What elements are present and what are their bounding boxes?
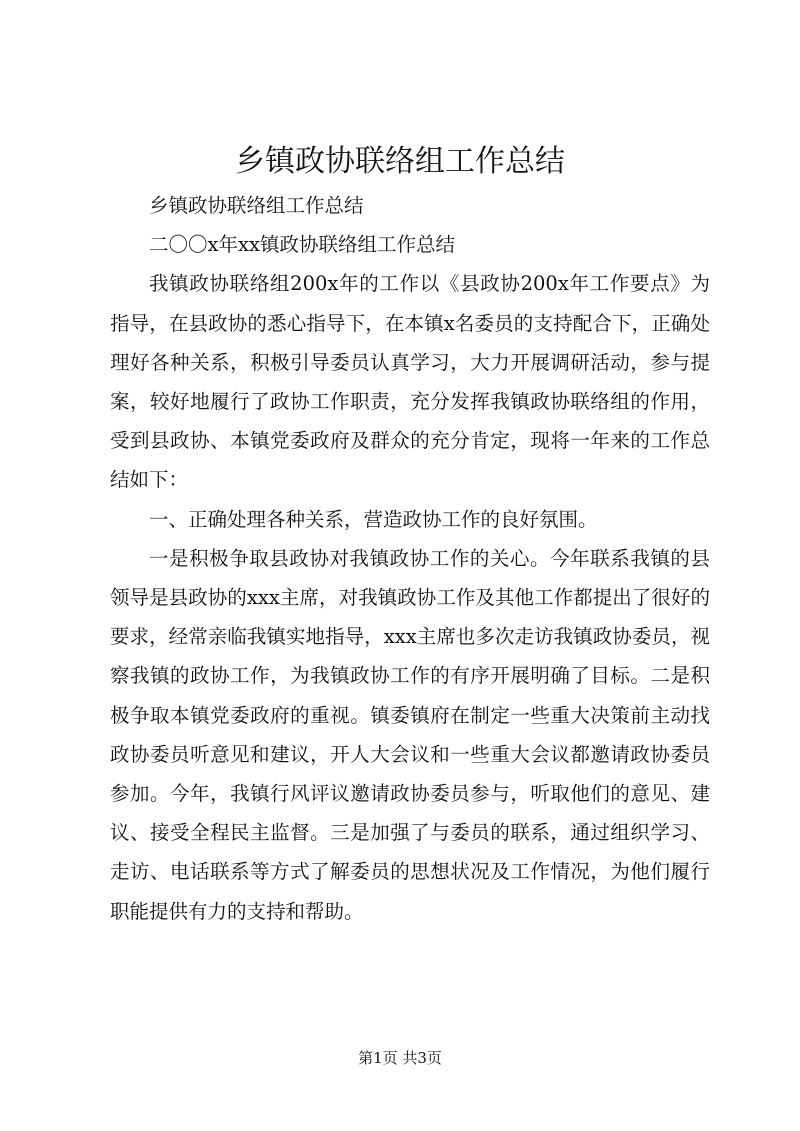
paragraph-heading: 二〇〇x年xx镇政协联络组工作总结 <box>149 233 455 257</box>
document-body <box>110 186 710 931</box>
paragraph-subtitle: 乡镇政协联络组工作总结 <box>149 194 364 217</box>
page-number-footer: 第1页 共3页 <box>358 1049 442 1067</box>
paragraph-section-body: 一是积极争取县政协对我镇政协工作的关心。今年联系我镇的县领导是县政协的xxx主席，对我镇政协工作及其他工作都提出了很好的要求，经常亲临我镇实地指导，xxx主席也多次走访我镇政协委员，视察我镇的政协工作，为我镇政协工作的有序开展明确了目标。二是积极争取本镇党委政府的重视。镇委镇府在制定一些重大决策前主动找政协委员听意见和建议，开人大会议和一些重大会议都邀请政协委员参加。今年，我镇行风评议邀请政协委员参与，听取他们的意见、建议、接受全程民主监督。三是加强了与委员的联系，通过组织学习、走访、电话联系等方式了解委员的思想状况及工作情况，为他们履行职能提供有力的支持和帮助。 <box>110 546 710 923</box>
paragraph-intro: 我镇政协联络组200x年的工作以《县政协200x年工作要点》为指导，在县政协的悉心指导下，在本镇x名委员的支持配合下，正确处理好各种关系，积极引导委员认真学习，大力开展调研活动，参与提案，较好地履行了政协工作职责，充分发挥我镇政协联络组的作用，受到县政协、本镇党委政府及群众的充分肯定，现将一年来的工作总结如下： <box>110 272 710 492</box>
document-title: 乡镇政协联络组工作总结 <box>235 144 565 179</box>
paragraph-section-heading: 一、正确处理各种关系，营造政协工作的良好氛围。 <box>149 507 598 531</box>
